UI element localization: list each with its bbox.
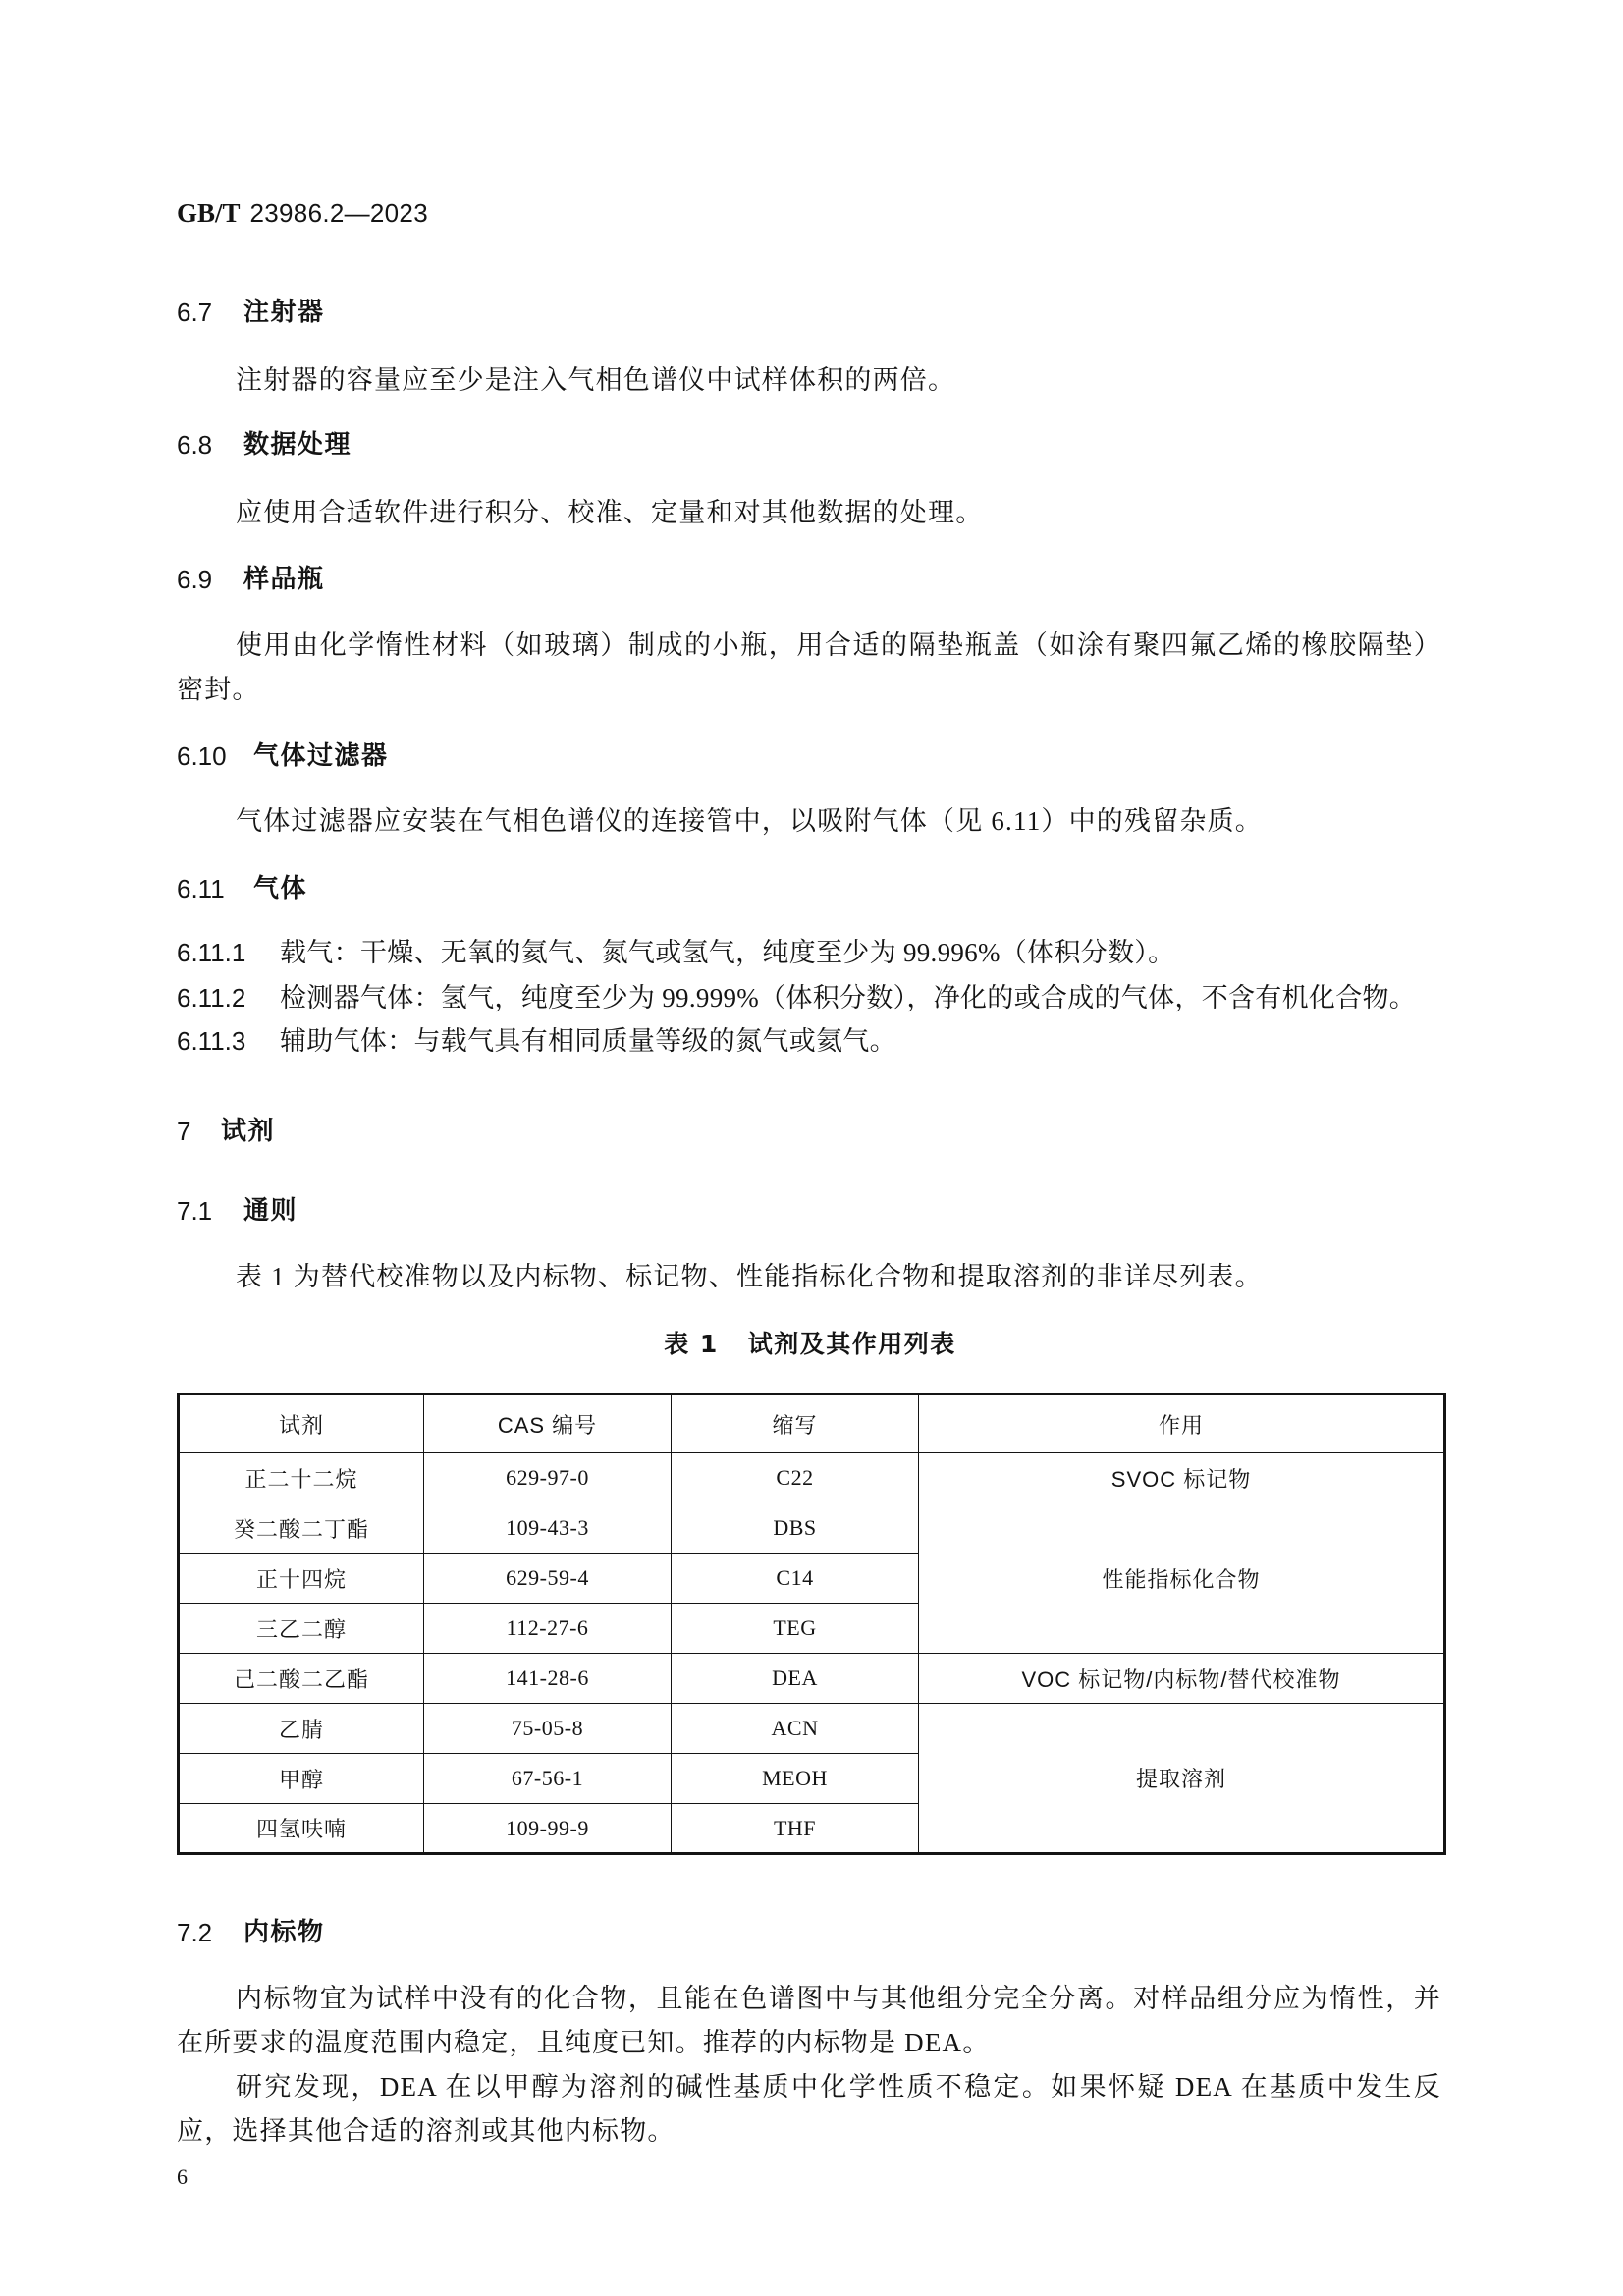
heading-number: 7.1 — [177, 1196, 213, 1226]
heading-7-1 — [177, 1189, 298, 1233]
cell-role: SVOC 标记物 — [919, 1453, 1445, 1503]
table-row — [179, 1503, 1445, 1554]
heading-7-2 — [177, 1911, 325, 1955]
paragraph-6-9-line-2: 密封。 — [177, 675, 260, 704]
cell-cas: 112-27-6 — [424, 1604, 672, 1654]
cell-abbr: THF — [672, 1804, 919, 1854]
table-caption-title: 试剂及其作用列表 — [747, 1330, 956, 1358]
cell-reagent: 甲醇 — [179, 1754, 424, 1804]
item-text: 检测器气体：氢气，纯度至少为 99.999%（体积分数），净化的或合成的气体，不含有机化合物。 — [280, 983, 1417, 1012]
cell-abbr: DBS — [672, 1503, 919, 1554]
header-cas-number: CAS 编号 — [424, 1394, 672, 1453]
heading-6-11 — [177, 867, 307, 911]
cell-abbr: C14 — [672, 1554, 919, 1604]
cell-abbr: TEG — [672, 1604, 919, 1654]
table-row — [179, 1453, 1445, 1503]
heading-number: 6.7 — [177, 298, 213, 327]
item-number: 6.11.1 — [177, 938, 246, 967]
paragraph-6-7: 注射器的容量应至少是注入气相色谱仪中试样体积的两倍。 — [236, 365, 956, 395]
cell-reagent: 己二酸二乙酯 — [179, 1654, 424, 1704]
item-text: 载气：干燥、无氧的氦气、氮气或氢气，纯度至少为 99.996%（体积分数）。 — [280, 938, 1175, 967]
cell-cas: 109-43-3 — [424, 1503, 672, 1554]
heading-6-8 — [177, 423, 352, 467]
table-header-row — [179, 1394, 1445, 1453]
heading-number: 6.9 — [177, 565, 213, 594]
header-function: 作用 — [919, 1394, 1445, 1453]
heading-number: 6.8 — [177, 430, 213, 460]
cell-abbr: C22 — [672, 1453, 919, 1503]
heading-number: 7.2 — [177, 1918, 213, 1947]
table-row — [179, 1654, 1445, 1704]
heading-6-10 — [177, 735, 389, 779]
reagent-table — [177, 1393, 1446, 1855]
heading-title: 样品瓶 — [243, 565, 325, 594]
heading-6-7 — [177, 291, 325, 335]
item-number: 6.11.2 — [177, 983, 246, 1012]
list-item-6-11-3 — [177, 1019, 896, 1064]
cell-abbr: ACN — [672, 1704, 919, 1754]
table-caption — [177, 1322, 1443, 1366]
header-abbreviation: 缩写 — [672, 1394, 919, 1453]
list-item-6-11-2 — [177, 976, 1416, 1020]
cell-cas: 629-59-4 — [424, 1554, 672, 1604]
heading-6-9 — [177, 558, 325, 602]
item-text: 辅助气体：与载气具有相同质量等级的氮气或氦气。 — [280, 1026, 896, 1056]
paragraph-6-8: 应使用合适软件进行积分、校准、定量和对其他数据的处理。 — [236, 498, 984, 527]
paragraph-6-10: 气体过滤器应安装在气相色谱仪的连接管中，以吸附气体（见 6.11）中的残留杂质。 — [236, 806, 1263, 836]
cell-reagent: 四氢呋喃 — [179, 1804, 424, 1854]
cell-cas: 67-56-1 — [424, 1754, 672, 1804]
item-number: 6.11.3 — [177, 1026, 246, 1056]
cell-reagent: 正十四烷 — [179, 1554, 424, 1604]
cell-cas: 109-99-9 — [424, 1804, 672, 1854]
header-reagent: 试剂 — [179, 1394, 424, 1453]
standard-code-number: 23986.2—2023 — [249, 198, 428, 228]
page-number: 6 — [177, 2164, 188, 2189]
cell-abbr: DEA — [672, 1654, 919, 1704]
heading-number: 7 — [177, 1117, 191, 1146]
standard-code — [177, 191, 428, 236]
table-caption-label: 表 1 — [664, 1330, 719, 1358]
heading-title: 注射器 — [243, 298, 325, 327]
cell-role: 提取溶剂 — [919, 1704, 1445, 1854]
heading-7 — [177, 1110, 275, 1154]
paragraph-7-1: 表 1 为替代校准物以及内标物、标记物、性能指标化合物和提取溶剂的非详尽列表。 — [236, 1262, 1263, 1291]
paragraph-7-2-2-line-1: 研究发现，DEA 在以甲醇为溶剂的碱性基质中化学性质不稳定。如果怀疑 DEA 在基质中发生反 — [236, 2072, 1441, 2102]
heading-number: 6.11 — [177, 874, 225, 903]
paragraph-6-9-line-1: 使用由化学惰性材料（如玻璃）制成的小瓶，用合适的隔垫瓶盖（如涂有聚四氟乙烯的橡胶隔垫） — [236, 630, 1441, 660]
table-row — [179, 1704, 1445, 1754]
paragraph-7-2-1-line-1: 内标物宜为试样中没有的化合物，且能在色谱图中与其他组分完全分离。对样品组分应为惰性，并 — [236, 1984, 1441, 2013]
cell-abbr: MEOH — [672, 1754, 919, 1804]
cell-reagent: 正二十二烷 — [179, 1453, 424, 1503]
cell-reagent: 乙腈 — [179, 1704, 424, 1754]
paragraph-7-2-2-line-2: 应，选择其他合适的溶剂或其他内标物。 — [177, 2116, 676, 2146]
cell-cas: 75-05-8 — [424, 1704, 672, 1754]
cell-role: VOC 标记物/内标物/替代校准物 — [919, 1654, 1445, 1704]
cell-reagent: 三乙二醇 — [179, 1604, 424, 1654]
heading-number: 6.10 — [177, 741, 227, 771]
heading-title: 内标物 — [243, 1918, 325, 1947]
heading-title: 气体过滤器 — [253, 741, 389, 771]
cell-reagent: 癸二酸二丁酯 — [179, 1503, 424, 1554]
standard-code-prefix: GB/T — [177, 198, 241, 228]
heading-title: 数据处理 — [243, 430, 352, 460]
paragraph-7-2-1-line-2: 在所要求的温度范围内稳定，且纯度已知。推荐的内标物是 DEA。 — [177, 2028, 991, 2057]
list-item-6-11-1 — [177, 931, 1174, 975]
heading-title: 试剂 — [221, 1117, 276, 1146]
cell-cas: 629-97-0 — [424, 1453, 672, 1503]
cell-role: 性能指标化合物 — [919, 1503, 1445, 1654]
cell-cas: 141-28-6 — [424, 1654, 672, 1704]
heading-title: 气体 — [253, 874, 308, 903]
heading-title: 通则 — [243, 1196, 298, 1226]
